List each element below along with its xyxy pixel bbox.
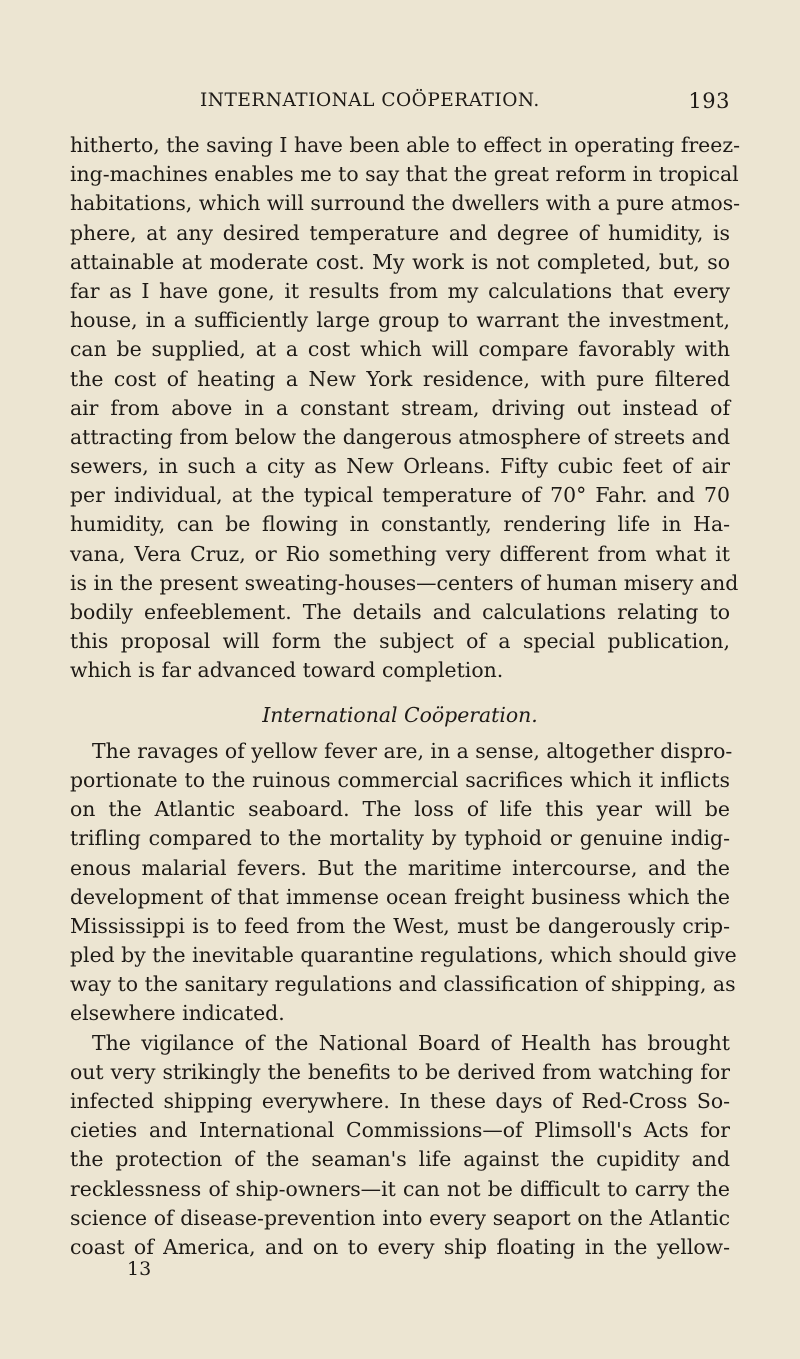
text-line: science of disease-prevention into every seaport on the Atlantic	[70, 1205, 730, 1230]
text-line: elsewhere indicated.	[70, 1001, 285, 1026]
text-line: house, in a sufficiently large group to warrant the investment,	[70, 308, 730, 333]
paragraph	[70, 737, 737, 1029]
text-line: is in the present sweating-houses—centers of human misery and	[70, 570, 739, 595]
text-line: coast of America, and on to every ship floating in the yellow-	[70, 1234, 730, 1259]
text-line: habitations, which will surround the dwellers with a pure atmos-	[70, 191, 741, 216]
text-line: attainable at moderate cost. My work is not completed, but, so	[70, 249, 730, 274]
text-line: cieties and International Commissions—of Plimsoll's Acts for	[70, 1118, 730, 1143]
text-line: attracting from below the dangerous atmosphere of streets and	[70, 424, 730, 449]
running-title: INTERNATIONAL COÖPERATION.	[200, 90, 540, 111]
signature-mark: 13	[127, 1258, 152, 1280]
text-line: out very strikingly the benefits to be derived from watching for	[70, 1059, 730, 1084]
text-line: hitherto, the saving I have been able to effect in operating freez-	[70, 133, 740, 157]
text-line: portionate to the ruinous commercial sacrifices which it inflicts	[70, 767, 730, 792]
text-line: per individual, at the typical temperature of 70° Fahr. and 70	[70, 483, 730, 508]
section-heading: International Coöperation.	[262, 702, 538, 727]
page-body	[70, 131, 741, 1262]
text-line: The vigilance of the National Board of Health has brought	[92, 1030, 730, 1055]
text-line: ing-machines enables me to say that the great reform in tropical	[70, 162, 739, 187]
text-line: on the Atlantic seaboard. The loss of life this year will be	[70, 797, 730, 822]
paragraph	[70, 1029, 730, 1263]
text-line: recklessness of ship-owners—it can not be difficult to carry the	[70, 1176, 730, 1201]
text-line: trifling compared to the mortality by typhoid or genuine indig-	[70, 826, 730, 851]
text-line: which is far advanced toward completion.	[70, 658, 504, 683]
text-line: pled by the inevitable quarantine regulations, which should give	[70, 943, 737, 968]
text-line: enous malarial fevers. But the maritime intercourse, and the	[70, 855, 730, 880]
text-line: The ravages of yellow fever are, in a sense, altogether dispro-	[92, 738, 733, 763]
text-line: phere, at any desired temperature and degree of humidity, is	[70, 220, 730, 245]
text-line: air from above in a constant stream, driving out instead of	[70, 395, 730, 420]
running-head	[200, 90, 730, 120]
text-line: can be supplied, at a cost which will compare favorably with	[70, 337, 730, 362]
text-line: bodily enfeeblement. The details and calculations relating to	[70, 600, 730, 624]
text-line: infected shipping everywhere. In these days of Red-Cross So-	[70, 1089, 730, 1113]
text-line: Mississippi is to feed from the West, must be dangerously crip-	[70, 913, 730, 938]
text-line: vana, Vera Cruz, or Rio something very different from what it	[70, 541, 730, 566]
text-line: far as I have gone, it results from my calculations that every	[70, 278, 730, 303]
text-line: development of that immense ocean freight business which the	[70, 884, 730, 909]
text-line: the protection of the seaman's life against the cupidity and	[70, 1147, 730, 1172]
text-line: way to the sanitary regulations and classification of shipping, as	[70, 972, 736, 997]
page-number: 193	[688, 89, 730, 113]
text-line: humidity, can be flowing in constantly, rendering life in Ha-	[70, 512, 730, 537]
text-line: the cost of heating a New York residence, with pure filtered	[70, 366, 730, 391]
paragraph-continued	[70, 131, 741, 686]
text-line: this proposal will form the subject of a special publication,	[70, 629, 730, 654]
text-line: sewers, in such a city as New Orleans. Fifty cubic feet of air	[70, 454, 730, 479]
